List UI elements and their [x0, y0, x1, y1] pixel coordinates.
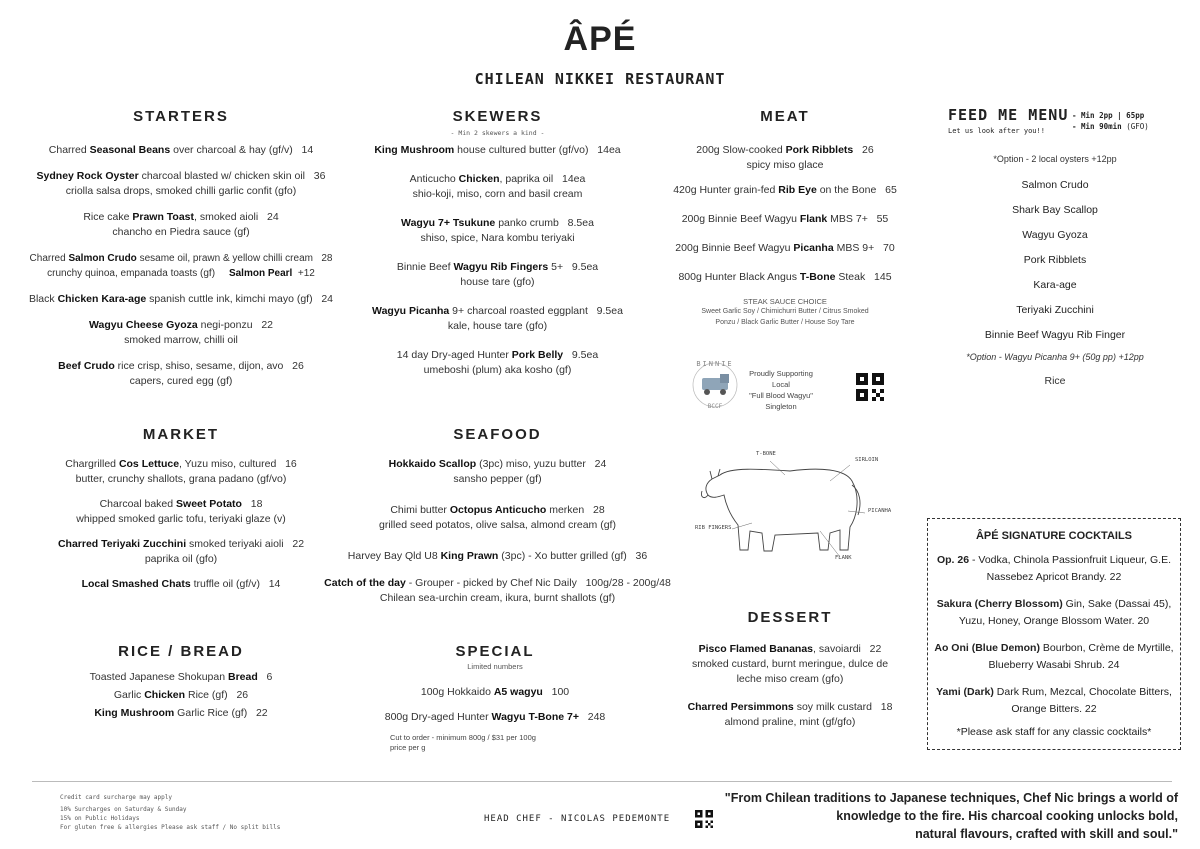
footer-divider	[32, 781, 1172, 782]
note-line: Cut to order - minimum 800g / $31 per 100g	[390, 733, 536, 742]
binnie-logo-subtext: BCCF	[707, 403, 723, 410]
menu-item: Pisco Flamed Bananas, savoiardi 22 smoked custard, burnt meringue, dulce de leche miso cream (gfo)	[691, 643, 889, 685]
support-line: Singleton	[765, 402, 797, 411]
cocktails-title: ÂPÉ SIGNATURE COCKTAILS	[975, 530, 1133, 542]
menu-item: Wagyu 7+ Tsukune panko crumb 8.5ea shiso, spice, Nara kombu teriyaki	[401, 217, 594, 244]
section-title: RICE / BREAD	[118, 643, 244, 660]
meat-list	[660, 143, 910, 285]
footer-note: For gluten free & allergies Please ask staff / No split bills	[60, 824, 281, 831]
cocktail-item: Op. 26 - Vodka, Chinola Passionfruit Liqueur, G.E. Nassebez Apricot Brandy. 22	[936, 554, 1172, 583]
menu-item: 200g Slow-cooked Pork Ribblets 26 spicy miso glace	[696, 144, 874, 171]
restaurant-name: ÂPÉ	[563, 20, 637, 58]
menu-item: 14 day Dry-aged Hunter Pork Belly 9.5ea umeboshi (plum) aka kosho (gf)	[396, 349, 599, 376]
cocktails-box	[927, 518, 1181, 750]
market-list	[20, 457, 342, 592]
menu-item: Black Chicken Kara-age spanish cuttle ink, kimchi mayo (gf) 24	[28, 293, 334, 305]
skewers-note: - Min 2 skewers a kind -	[450, 129, 545, 137]
menu-item: 200g Binnie Beef Wagyu Flank MBS 7+ 55	[681, 213, 889, 225]
feed-me-item: Salmon Crudo	[1021, 179, 1089, 191]
menu-item: Hokkaido Scallop (3pc) miso, yuzu butter 24 sansho pepper (gf)	[388, 458, 607, 485]
qr-code-icon[interactable]	[856, 373, 884, 401]
feed-me-item: Pork Ribblets	[1023, 254, 1087, 266]
feed-me-prices	[1072, 110, 1149, 132]
cut-label: FLANK	[835, 555, 852, 561]
head-chef: HEAD CHEF - NICOLAS PEDEMONTE	[484, 814, 671, 824]
feed-me-option: *Option - Wagyu Picanha 9+ (50g pp) +12pp	[966, 352, 1144, 362]
cocktails-list	[928, 552, 1180, 718]
menu-item: Garlic Chicken Rice (gf) 26	[113, 689, 249, 701]
menu-item: Chimi butter Octopus Anticucho merken 28 grilled seed potatos, olive salsa, almond cream (gf)	[379, 504, 616, 531]
special-note: Limited numbers	[467, 662, 523, 671]
feed-me-list	[935, 152, 1175, 389]
menu-item: 200g Binnie Beef Wagyu Picanha MBS 9+ 70	[675, 242, 895, 254]
feed-me-item: Shark Bay Scallop	[1012, 204, 1098, 216]
cut-label: PICANHA	[868, 508, 892, 514]
feed-me-header	[948, 106, 1188, 135]
cut-label: T-BONE	[756, 451, 776, 457]
special-section	[345, 643, 645, 725]
price-line: - Min 2pp | 65pp	[1072, 111, 1145, 120]
restaurant-tagline: CHILEAN NIKKEI RESTAURANT	[474, 70, 726, 88]
menu-item: 100g Hokkaido A5 wagyu 100	[420, 686, 570, 698]
section-title: MEAT	[760, 108, 810, 125]
menu-item: Charred Persimmons soy milk custard 18 almond praline, mint (gf/gfo)	[687, 701, 893, 728]
menu-item: Chargrilled Cos Lettuce, Yuzu miso, cultured 16 butter, crunchy shallots, grana padano (gf/vo)	[65, 458, 297, 485]
support-line: Proudly Supporting Local	[749, 369, 813, 389]
cocktail-item: Ao Oni (Blue Demon) Bourbon, Crème de Myrtille, Blueberry Wasabi Shrub. 24	[934, 642, 1174, 671]
menu-item: Binnie Beef Wagyu Rib Fingers 5+ 9.5ea house tare (gfo)	[396, 261, 599, 288]
qr-code-icon[interactable]	[695, 810, 713, 828]
footer-note: 10% Surcharges on Saturday & Sunday	[60, 806, 187, 813]
menu-item: Beef Crudo rice crisp, shiso, sesame, dijon, avo 26 capers, cured egg (gf)	[58, 360, 304, 387]
chef-quote	[725, 789, 1178, 843]
feed-me-option: *Option - 2 local oysters +12pp	[993, 154, 1117, 164]
menu-item: King Mushroom Garlic Rice (gf) 22	[94, 707, 268, 719]
menu-item: 420g Hunter grain-fed Rib Eye on the Bone 65	[673, 184, 897, 196]
cocktail-item: Sakura (Cherry Blossom) Gin, Sake (Dassai 45), Yuzu, Honey, Orange Blossom Water. 20	[936, 598, 1172, 627]
section-title: MARKET	[142, 426, 220, 443]
footer-notes	[60, 793, 280, 832]
steak-sauce-line: Ponzu / Black Garlic Butter / House Soy Tare	[715, 319, 855, 326]
cocktail-item: Yami (Dark) Dark Rum, Mezcal, Chocolate Bitters, Orange Bitters. 22	[936, 686, 1172, 715]
menu-item: Toasted Japanese Shokupan Bread 6	[89, 671, 273, 683]
special-list	[345, 685, 645, 725]
menu-item: Charred Teriyaki Zucchini smoked teriyaki aioli 22 paprika oil (gfo)	[57, 538, 305, 565]
footer-note: Credit card surcharge may apply	[60, 794, 172, 801]
menu-item: Wagyu Cheese Gyoza negi-ponzu 22 smoked marrow, chilli oil	[88, 319, 274, 346]
binnie-logo-text: BINNIE	[696, 360, 734, 368]
feed-me-item: Binnie Beef Wagyu Rib Finger	[984, 329, 1126, 341]
feed-me-item: Kara-age	[1033, 279, 1077, 291]
note-line: price per g	[390, 743, 426, 752]
feed-me-item: Rice	[1044, 375, 1066, 387]
menu-item: Sydney Rock Oyster charcoal blasted w/ chicken skin oil 36 criolla salsa drops, smoked chilli garlic confit (gfo)	[36, 170, 326, 197]
menu-item: King Mushroom house cultured butter (gf/vo) 14ea	[374, 144, 621, 156]
market-section	[20, 426, 342, 592]
feed-me-title: FEED ME MENU	[948, 106, 1069, 124]
footer-note: 15% on Public Holidays	[60, 815, 140, 822]
dessert-list	[665, 642, 915, 730]
cocktails-footer: *Please ask staff for any classic cocktails*	[956, 726, 1152, 738]
menu-item: Rice cake Prawn Toast, smoked aioli 24 chancho en Piedra sauce (gf)	[83, 211, 279, 238]
menu-item: 800g Hunter Black Angus T-Bone Steak 145	[678, 271, 892, 283]
beef-cuts-diagram	[690, 445, 900, 570]
menu-item: Charcoal baked Sweet Potato 18 whipped smoked garlic tofu, teriyaki glaze (v)	[76, 498, 286, 525]
skewers-list	[345, 143, 650, 378]
starters-section	[20, 108, 342, 389]
dessert-section	[665, 609, 915, 730]
starters-list	[20, 143, 342, 389]
support-line: "Full Blood Wagyu"	[749, 391, 813, 400]
menu-item: Catch of the day - Grouper - picked by Chef Nic Daily 100g/28 - 200g/48 Chilean sea-urchin cream, ikura, burnt shallots (gf)	[324, 577, 671, 604]
feed-me-subtitle: Let us look after you!!	[948, 127, 1045, 135]
skewers-section	[345, 108, 650, 378]
meat-section	[660, 108, 910, 328]
seafood-list	[300, 457, 695, 606]
feed-me-item: Wagyu Gyoza	[1022, 229, 1088, 241]
menu-item: Local Smashed Chats truffle oil (gf/v) 14	[81, 578, 281, 590]
rice-list	[20, 670, 342, 721]
cut-label: RIB FINGERS	[695, 525, 732, 531]
menu-item: Harvey Bay Qld U8 King Prawn (3pc) - Xo butter grilled (gf) 36	[347, 550, 648, 562]
price-line: - Min 90min (GFO)	[1072, 122, 1149, 131]
menu-item: 800g Dry-aged Hunter Wagyu T-Bone 7+ 248	[384, 711, 606, 723]
section-title: SPECIAL	[455, 643, 535, 660]
steak-sauce-title: STEAK SAUCE CHOICE	[743, 297, 827, 306]
quote-line: natural flavours, crafted with skill and soul."	[915, 827, 1178, 841]
menu-item: Wagyu Picanha 9+ charcoal roasted eggplant 9.5ea kale, house tare (gfo)	[372, 305, 623, 332]
quote-line: "From Chilean traditions to Japanese techniques, Chef Nic brings a world of	[724, 791, 1178, 805]
section-title: SKEWERS	[452, 108, 543, 125]
menu-item: Charred Seasonal Beans over charcoal & hay (gf/v) 14	[48, 144, 314, 156]
section-title: DESSERT	[747, 609, 833, 626]
section-title: SEAFOOD	[453, 426, 542, 443]
steak-sauce-line: Sweet Garlic Soy / Chimichurri Butter / Citrus Smoked	[701, 308, 869, 315]
menu-item: Anticucho Chicken, paprika oil 14ea shio-koji, miso, corn and basil cream	[409, 173, 586, 200]
cut-label: SIRLOIN	[855, 457, 879, 463]
section-title: STARTERS	[133, 108, 229, 125]
support-text	[745, 368, 817, 412]
seafood-section	[300, 426, 695, 606]
quote-line: knowledge to the fire. His charcoal cooking unlocks bold,	[836, 809, 1178, 823]
menu-item: Charred Salmon Crudo sesame oil, prawn & yellow chilli cream 28 crunchy quinoa, empanada toasts (gf) Salmon Pearl +12	[29, 253, 333, 279]
special-cut-note	[390, 733, 536, 753]
rice-section	[20, 643, 342, 721]
feed-me-item: Teriyaki Zucchini	[1016, 304, 1094, 316]
